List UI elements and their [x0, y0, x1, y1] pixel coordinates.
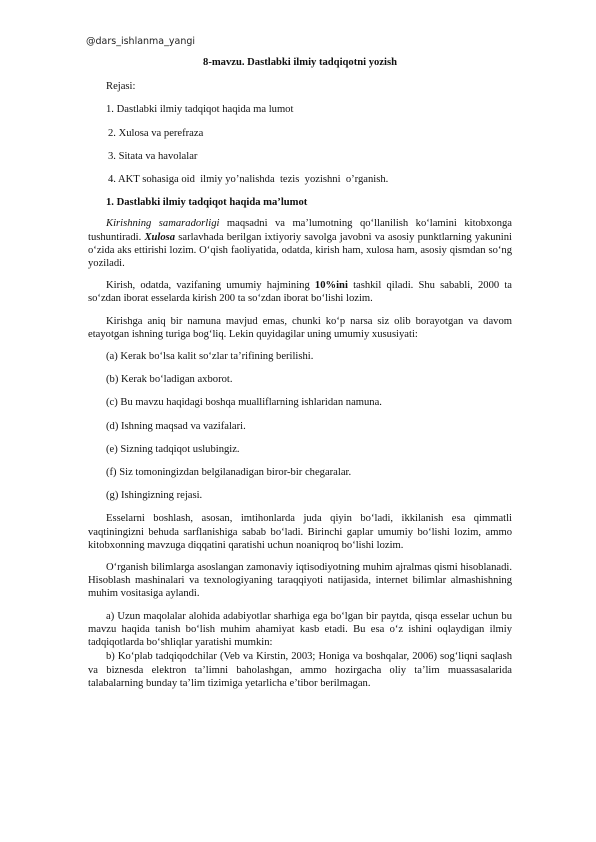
feature-item-a: (a) Kerak bo‘lsa kalit so‘zlar ta’rifining berilishi.: [106, 351, 314, 363]
bold-italic-term: Xulosa: [144, 231, 176, 243]
plan-item-4: 4. AKT sohasiga oid ilmiy yo’nalishda tezis yozishni o’rganish.: [108, 174, 389, 186]
feature-item-f: (f) Siz tomoningizdan belgilanadigan biror-bir chegaralar.: [106, 467, 352, 479]
plan-item-2: 2. Xulosa va perefraza: [108, 127, 204, 139]
paragraph-text: maqsadni va ma’lumotning qo‘llanilish ko‘lamini kitobxonga tushuntiradi.: [88, 218, 512, 243]
feature-item-b: (b) Kerak bo‘ladigan axborot.: [106, 374, 233, 386]
italic-term: Kirishning samaradorligi: [106, 218, 220, 230]
feature-item-e: (e) Sizning tadqiqot uslubingiz.: [106, 443, 240, 455]
paragraph-text: sarlavhada berilgan ixtiyoriy savolga javobni va asosiy punktlarning yakunini o‘zida aks ettirishi lozim. O‘qish faoliyatida, odatda, kirish ham, xulosa ham, asosiy qismdan so‘ng yoziladi.: [88, 231, 512, 270]
feature-item-g: (g) Ishingizning rejasi.: [106, 490, 203, 502]
paragraph-text: tashkil qiladi. Shu sababli, 2000 ta so‘zdan iborat esselarda kirish 200 ta so‘zdan iborat bo‘lishi lozim.: [88, 280, 512, 305]
document-body: [88, 56, 512, 699]
page-title: 8-mavzu. Dastlabki ilmiy tadqiqotni yozish: [203, 57, 397, 68]
section-heading: 1. Dastlabki ilmiy tadqiqot haqida ma’lumot: [106, 197, 308, 209]
paragraph-point-b: b) Ko‘plab tadqiqodchilar (Veb va Kirstin, 2003; Honiga va boshqalar, 2006) sog‘liqni saqlash va biznesda elektron ta’limni baholashgan, ammo hozirgacha oliy ta’lim muassasalarida talabalarning bunday ta’lim tizimiga yetarlicha e’tibor berilmagan.: [88, 651, 512, 689]
paragraph-text: Kirish, odatda, vazifaning umumiy hajmining: [106, 280, 315, 292]
paragraph-learning: O‘rganish bilimlarga asoslangan zamonaviy iqtisodiyotning muhim ajralmas qismi hisoblanadi. Hisoblash mashinalari va texnologiyaning taraqqiyoti natijasida, internet bilimlar almashishning muhim vositasiga aylandi.: [88, 562, 512, 600]
paragraph-intro-effectiveness: [88, 217, 512, 270]
feature-item-c: (c) Bu mavzu haqidagi boshqa mualliflarning ishlaridan namuna.: [106, 397, 382, 409]
bold-term: 10%ini: [314, 280, 348, 292]
paragraph-intro-features: Kirishga aniq bir namuna mavjud emas, chunki ko‘p narsa siz olib borayotgan va davom etayotgan ishning turiga bog‘liq. Lekin quyidagilar uning umumiy xususiyati:: [88, 315, 512, 340]
plan-item-3: 3. Sitata va havolalar: [108, 150, 198, 162]
watermark: @dars_ishlanma_yangi: [86, 36, 196, 47]
plan-heading: Rejasi:: [106, 81, 136, 93]
paragraph-point-a: a) Uzun maqolalar alohida adabiyotlar sharhiga ega bo‘lgan bir paytda, qisqa esselar uchun bu mavzu haqida tanish bo‘lish muhim ahamiyat kasb etadi. Bu esa o‘z ishini oqlaydigan ilmiy tadqiqotlarda bo‘shliqlar yaratishi mumkin:: [88, 610, 512, 649]
paragraph-intro-volume: [88, 279, 512, 305]
plan-item-1: 1. Dastlabki ilmiy tadqiqot haqida ma lumot: [106, 104, 294, 116]
feature-item-d: (d) Ishning maqsad va vazifalari.: [106, 420, 246, 432]
paragraph-essay-start: Esselarni boshlash, asosan, imtihonlarda juda qiyin bo‘ladi, ikkilanish esa qimmatli vaqtiningizni behuda sarflanishiga sabab bo‘ladi. Birinchi gaplar umumiy bo‘lishi lozim, ammo kitobxonning mavzuga diqqatini qaratishi uchun noaniqroq bo‘lishi lozim.: [88, 513, 512, 551]
